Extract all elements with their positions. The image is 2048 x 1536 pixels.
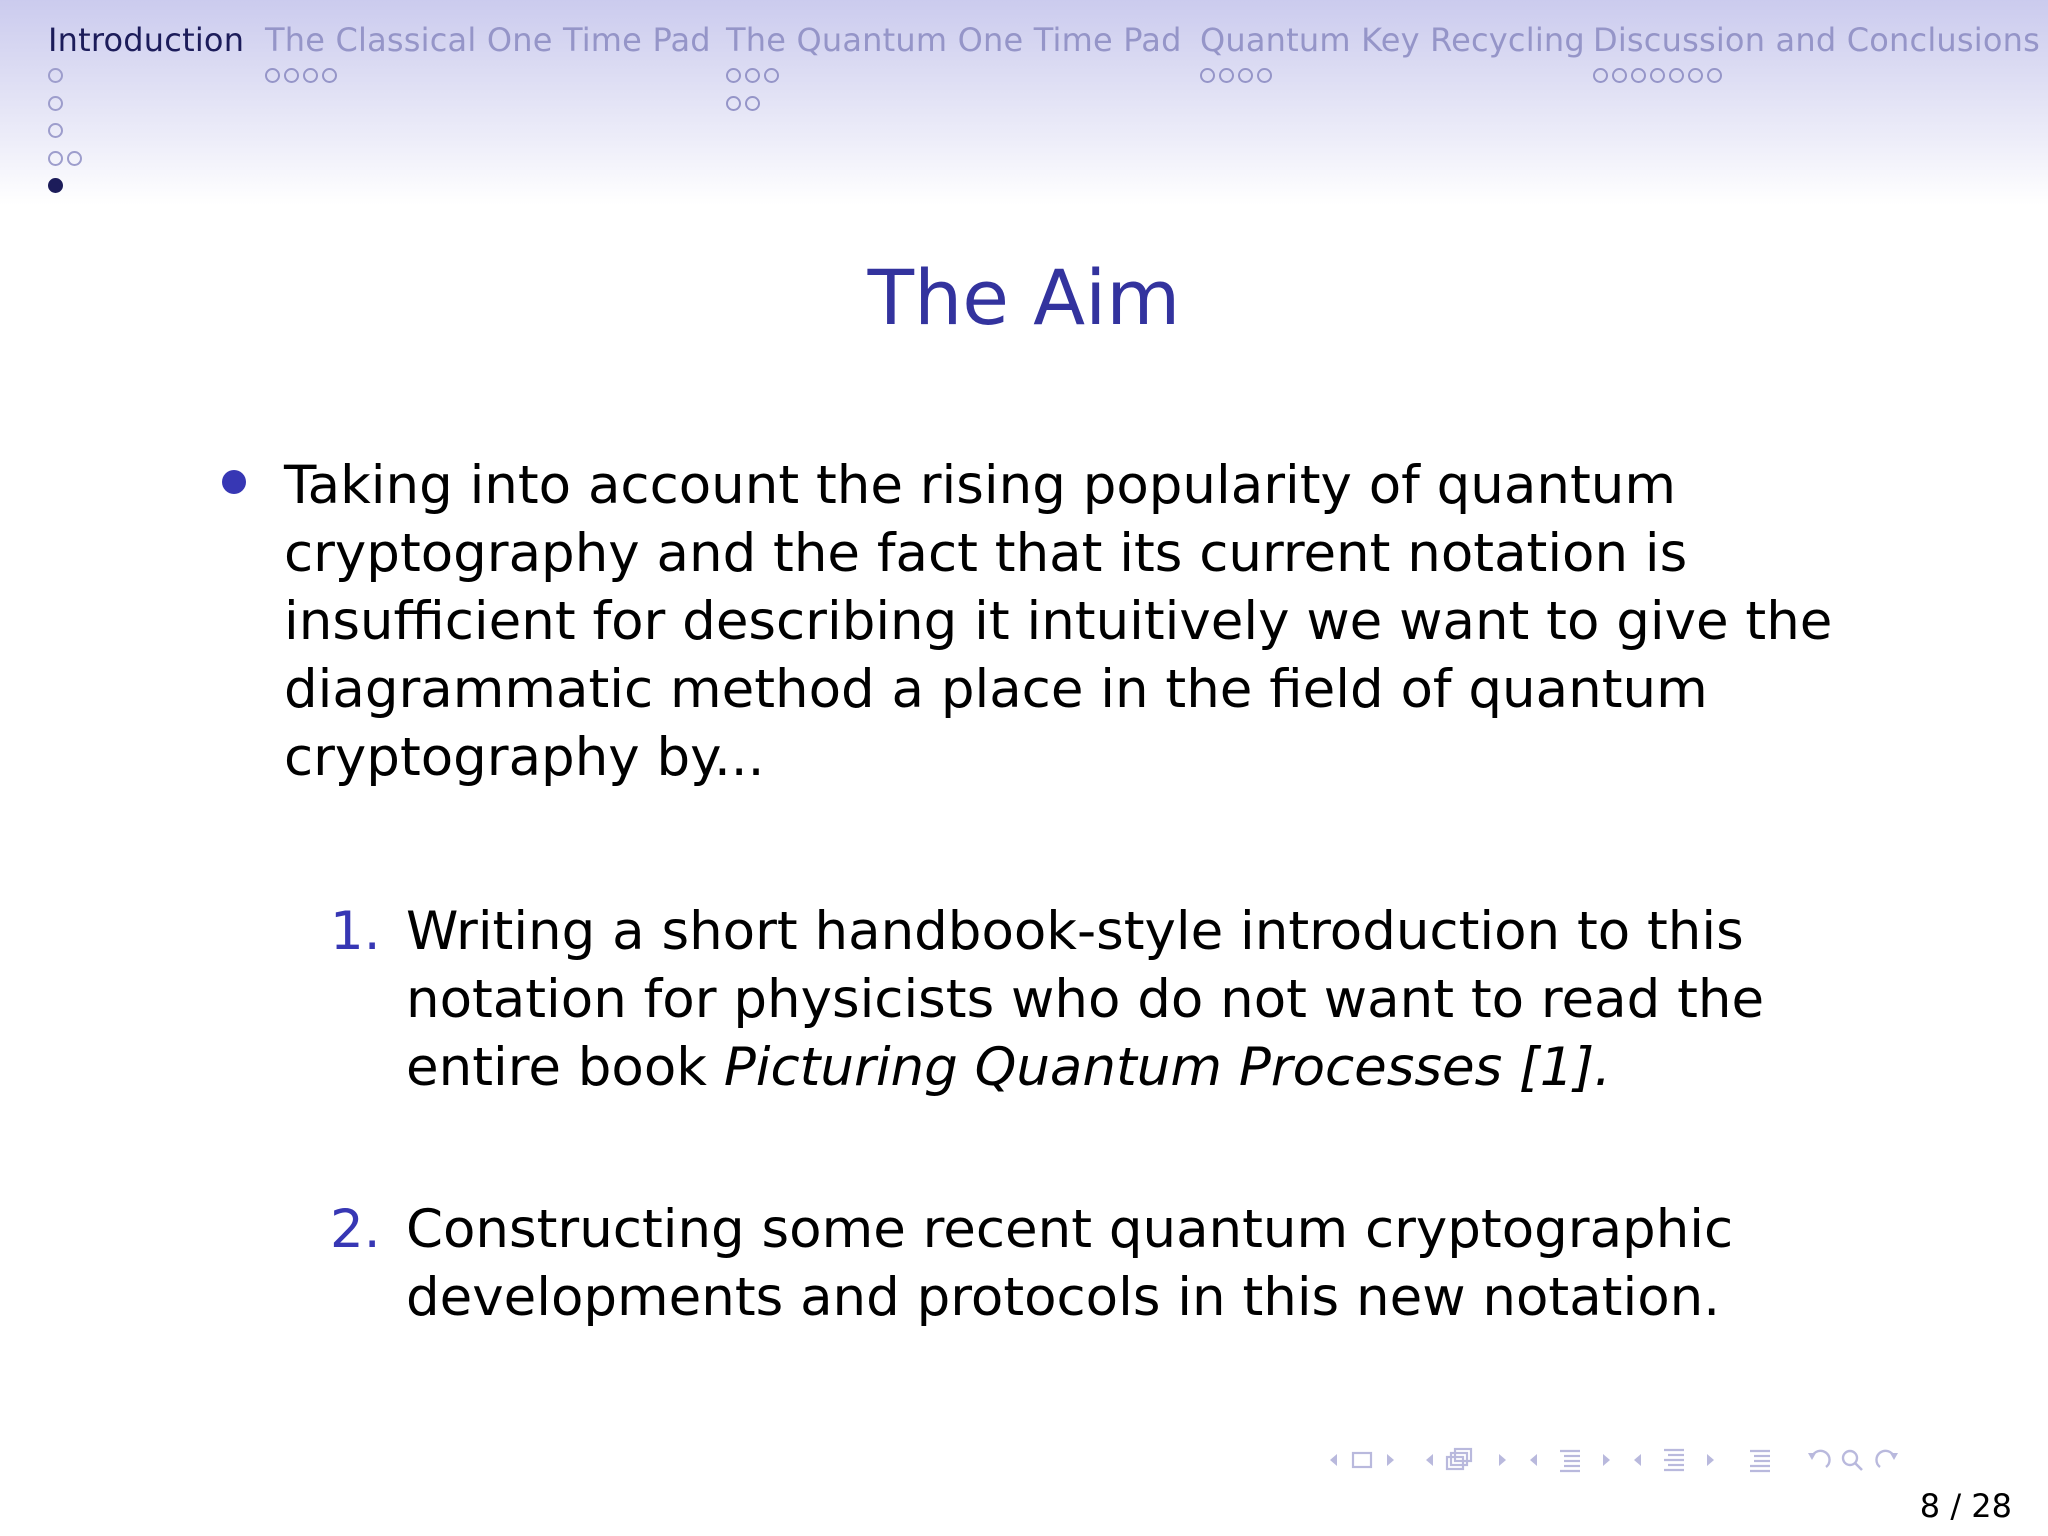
main-bullet (222, 452, 1833, 792)
nav-section-quantum-otp[interactable] (726, 18, 1182, 117)
frame-dot[interactable] (1593, 68, 1608, 83)
nav-section-key-recycling[interactable] (1200, 18, 1585, 90)
frame-dots (1593, 62, 2040, 90)
subsection-icon[interactable] (1447, 1449, 1471, 1469)
nav-section-classical-otp[interactable] (265, 18, 711, 90)
section-title[interactable]: Quantum Key Recycling (1200, 21, 1585, 59)
nav-doc-next-icon[interactable] (1707, 1454, 1714, 1466)
frame-dot[interactable] (745, 96, 760, 111)
frame-nav-group (1320, 1445, 1410, 1475)
nav-frame-prev-icon[interactable] (1330, 1454, 1337, 1466)
book-title: Picturing Quantum Processes [1]. (723, 1037, 1611, 1098)
frame-dots (265, 62, 711, 90)
frame-dot[interactable] (48, 123, 63, 138)
frame-dot[interactable] (1219, 68, 1234, 83)
current-frame-dot[interactable] (48, 178, 63, 193)
frame-dot[interactable] (1612, 68, 1627, 83)
enum-item-2 (330, 1196, 1930, 1332)
section-title[interactable]: Discussion and Conclusions (1593, 21, 2040, 59)
frame-dot[interactable] (726, 96, 741, 111)
frame-dots (1200, 62, 1585, 90)
frame-dot[interactable] (764, 68, 779, 83)
frame-dot[interactable] (1631, 68, 1646, 83)
frame-dot[interactable] (1257, 68, 1272, 83)
frame-dot[interactable] (745, 68, 760, 83)
frame-dots (48, 62, 244, 200)
frame-dot[interactable] (1688, 68, 1703, 83)
toc-icon[interactable] (1750, 1451, 1770, 1471)
frame-dot[interactable] (48, 151, 63, 166)
nav-doc-prev-icon[interactable] (1634, 1454, 1641, 1466)
enum-item-1 (330, 898, 1930, 1102)
document-icon[interactable] (1664, 1450, 1684, 1470)
toc-group (1730, 1445, 1790, 1475)
nav-subsection-next-icon[interactable] (1499, 1454, 1506, 1466)
section-title[interactable]: The Quantum One Time Pad (726, 21, 1182, 59)
navigation-symbols (1320, 1440, 1916, 1480)
frame-title: The Aim (867, 253, 1181, 342)
frame-dots (726, 62, 1182, 117)
nav-section-discussion[interactable] (1593, 18, 2040, 90)
frame-dot[interactable] (1669, 68, 1684, 83)
enum-number: 1. (330, 901, 381, 962)
frame-dot[interactable] (1650, 68, 1665, 83)
frame-icon[interactable] (1353, 1453, 1371, 1467)
frame-dot[interactable] (67, 151, 82, 166)
nav-subsection-prev-icon[interactable] (1426, 1454, 1433, 1466)
nav-section-next-icon[interactable] (1603, 1454, 1610, 1466)
enum-text: Constructing some recent quantum cryptographic developments and protocols in this new notation. (406, 1199, 1734, 1328)
enum-text (406, 898, 1886, 1102)
page-number: 8 / 28 (1919, 1487, 2012, 1525)
frame-dot[interactable] (48, 68, 63, 83)
bullet-text: Taking into account the rising popularity of quantum cryptography and the fact that its current notation is insufficient for describing it intuitively we want to give the diagrammatic method a place in the field of quantum cryptography by... (284, 455, 1833, 788)
bullet-icon (222, 470, 246, 494)
frame-dot[interactable] (284, 68, 299, 83)
enum-number: 2. (330, 1199, 381, 1260)
nav-section-introduction[interactable] (48, 18, 244, 200)
frame-dot[interactable] (48, 96, 63, 111)
section-nav-group (1522, 1445, 1618, 1475)
nav-section-prev-icon[interactable] (1530, 1454, 1537, 1466)
section-title[interactable]: Introduction (48, 21, 245, 59)
frame-dot[interactable] (1707, 68, 1722, 83)
nav-frame-next-icon[interactable] (1387, 1454, 1394, 1466)
frame-dot[interactable] (1200, 68, 1215, 83)
frame-dot[interactable] (322, 68, 337, 83)
search-icon[interactable] (1843, 1451, 1862, 1470)
frame-dot[interactable] (303, 68, 318, 83)
enum-text-plain: Writing a short handbook-style introduction to this notation for physicists who do not want to read the entire book (406, 901, 1765, 1098)
frame-dot[interactable] (726, 68, 741, 83)
history-group (1798, 1445, 1908, 1475)
header-navigation (0, 0, 2048, 205)
document-nav-group (1626, 1445, 1722, 1475)
section-title[interactable]: The Classical One Time Pad (265, 21, 711, 59)
frame-dot[interactable] (1238, 68, 1253, 83)
section-icon[interactable] (1560, 1451, 1580, 1471)
frame-dot[interactable] (265, 68, 280, 83)
subsection-nav-group (1418, 1445, 1514, 1475)
